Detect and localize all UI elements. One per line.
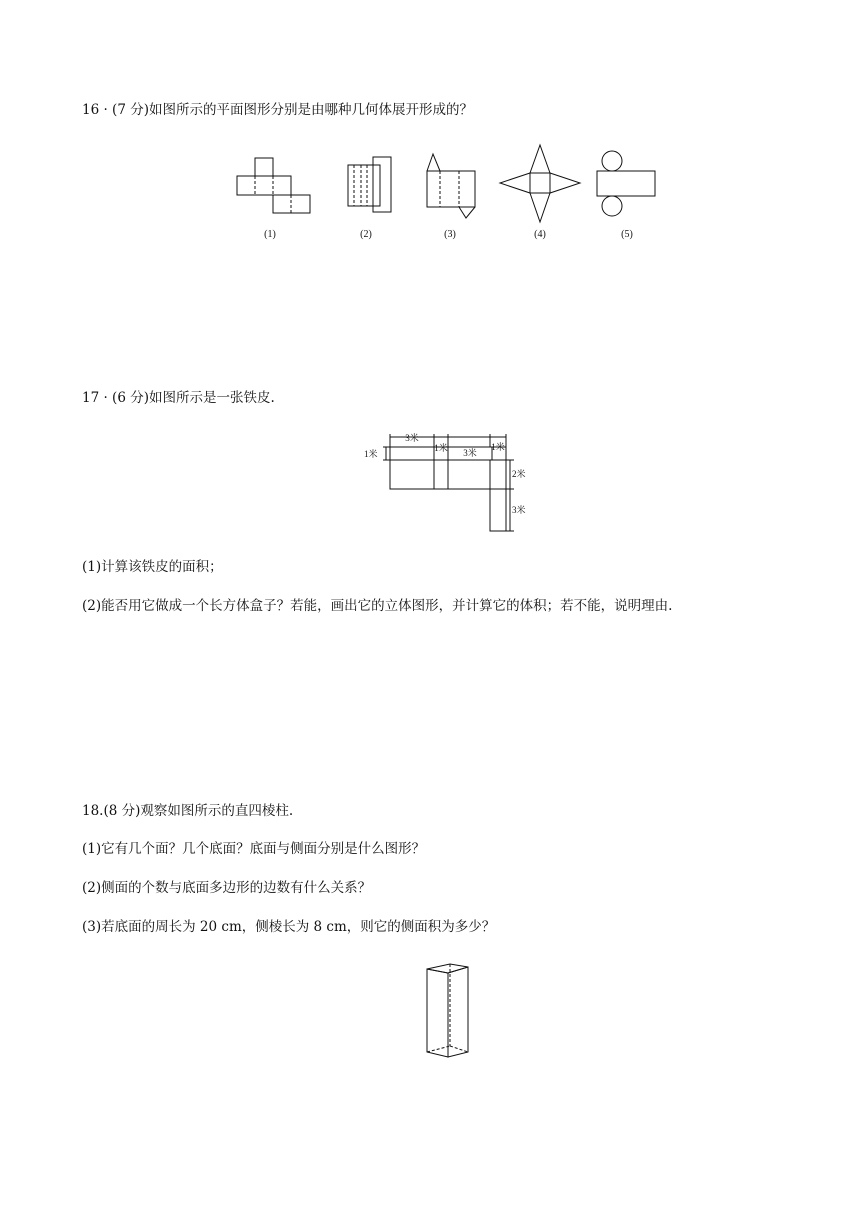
net-1-cube xyxy=(237,158,310,213)
question-18-sub2: (2)侧面的个数与底面多边形的边数有什么关系？ xyxy=(82,880,372,896)
q18-prism-figure xyxy=(420,958,480,1063)
net-5-cylinder xyxy=(597,151,655,216)
net-3-triangular-prism xyxy=(427,154,475,218)
caption-3: (3) xyxy=(444,229,456,240)
q16-nets-figure xyxy=(230,140,670,250)
net-2-cuboid xyxy=(348,157,391,212)
q17-sheet-figure xyxy=(360,430,530,535)
dim-top-3m-a: 3米 xyxy=(405,433,419,443)
question-18-sub3: (3)若底面的周长为 20 cm，侧棱长为 8 cm，则它的侧面积为多少？ xyxy=(82,919,496,935)
question-18-sub1: (1)它有几个面？几个底面？底面与侧面分别是什么图形？ xyxy=(82,841,426,857)
dim-right-2m: 2米 xyxy=(512,469,526,479)
question-16-stem: 16 · (7 分)如图所示的平面图形分别是由哪种几何体展开形成的？ xyxy=(82,102,473,118)
dim-top-1m-d: 1米 xyxy=(491,442,505,452)
question-17-sub2: (2)能否用它做成一个长方体盒子？若能，画出它的立体图形，并计算它的体积；若不能，说明理由. xyxy=(82,598,673,614)
question-18-stem: 18.(8 分)观察如图所示的直四棱柱. xyxy=(82,803,294,819)
question-17-sub1: (1)计算该铁皮的面积； xyxy=(82,559,223,575)
caption-1: (1) xyxy=(264,229,276,240)
dim-top-3m-c: 3米 xyxy=(463,448,477,458)
net-4-square-pyramid xyxy=(500,145,580,222)
dim-left-1m: 1米 xyxy=(364,449,378,459)
caption-5: (5) xyxy=(621,229,633,240)
question-17-stem: 17 · (6 分)如图所示是一张铁皮. xyxy=(82,390,275,406)
caption-4: (4) xyxy=(534,229,546,240)
dim-right-3m: 3米 xyxy=(512,505,526,515)
dim-top-1m-b: 1米 xyxy=(434,443,448,453)
caption-2: (2) xyxy=(360,229,372,240)
